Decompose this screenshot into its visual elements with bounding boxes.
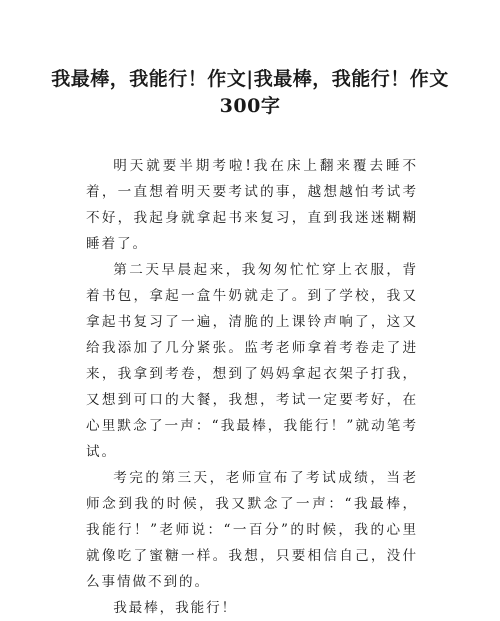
paragraph: 考完的第三天，老师宣布了考试成绩，当老师念到我的时候，我又默念了一声：“我最棒，我能行！”老师说：“一百分”的时候，我的心里就像吃了蜜糖一样。我想，只要相信自己，没什么事情做不到的。 (86, 470, 418, 590)
paragraph: 第二天早晨起来，我匆匆忙忙穿上衣服，背着书包，拿起一盒牛奶就走了。到了学校，我又拿起书复习了一遍，清脆的上课铃声响了，这又给我添加了几分紧张。监考老师拿着考卷走了进来，我拿到考卷，想到了妈妈拿起衣架子打我，又想到可口的大餐，我想，考试一定要考好，在心里默念了一声：“我最棒，我能行！”就动笔考试。 (86, 262, 418, 460)
paragraph: 明天就要半期考啦!我在床上翻来覆去睡不着，一直想着明天要考试的事，越想越怕考试考不好，我起身就拿起书来复习，直到我迷迷糊糊睡着了。 (86, 158, 418, 252)
document-body (86, 153, 418, 621)
paragraph: 我最棒，我能行！ (113, 600, 238, 616)
document-title: 我最棒，我能行！作文|我最棒，我能行！作文300字 (51, 68, 449, 117)
